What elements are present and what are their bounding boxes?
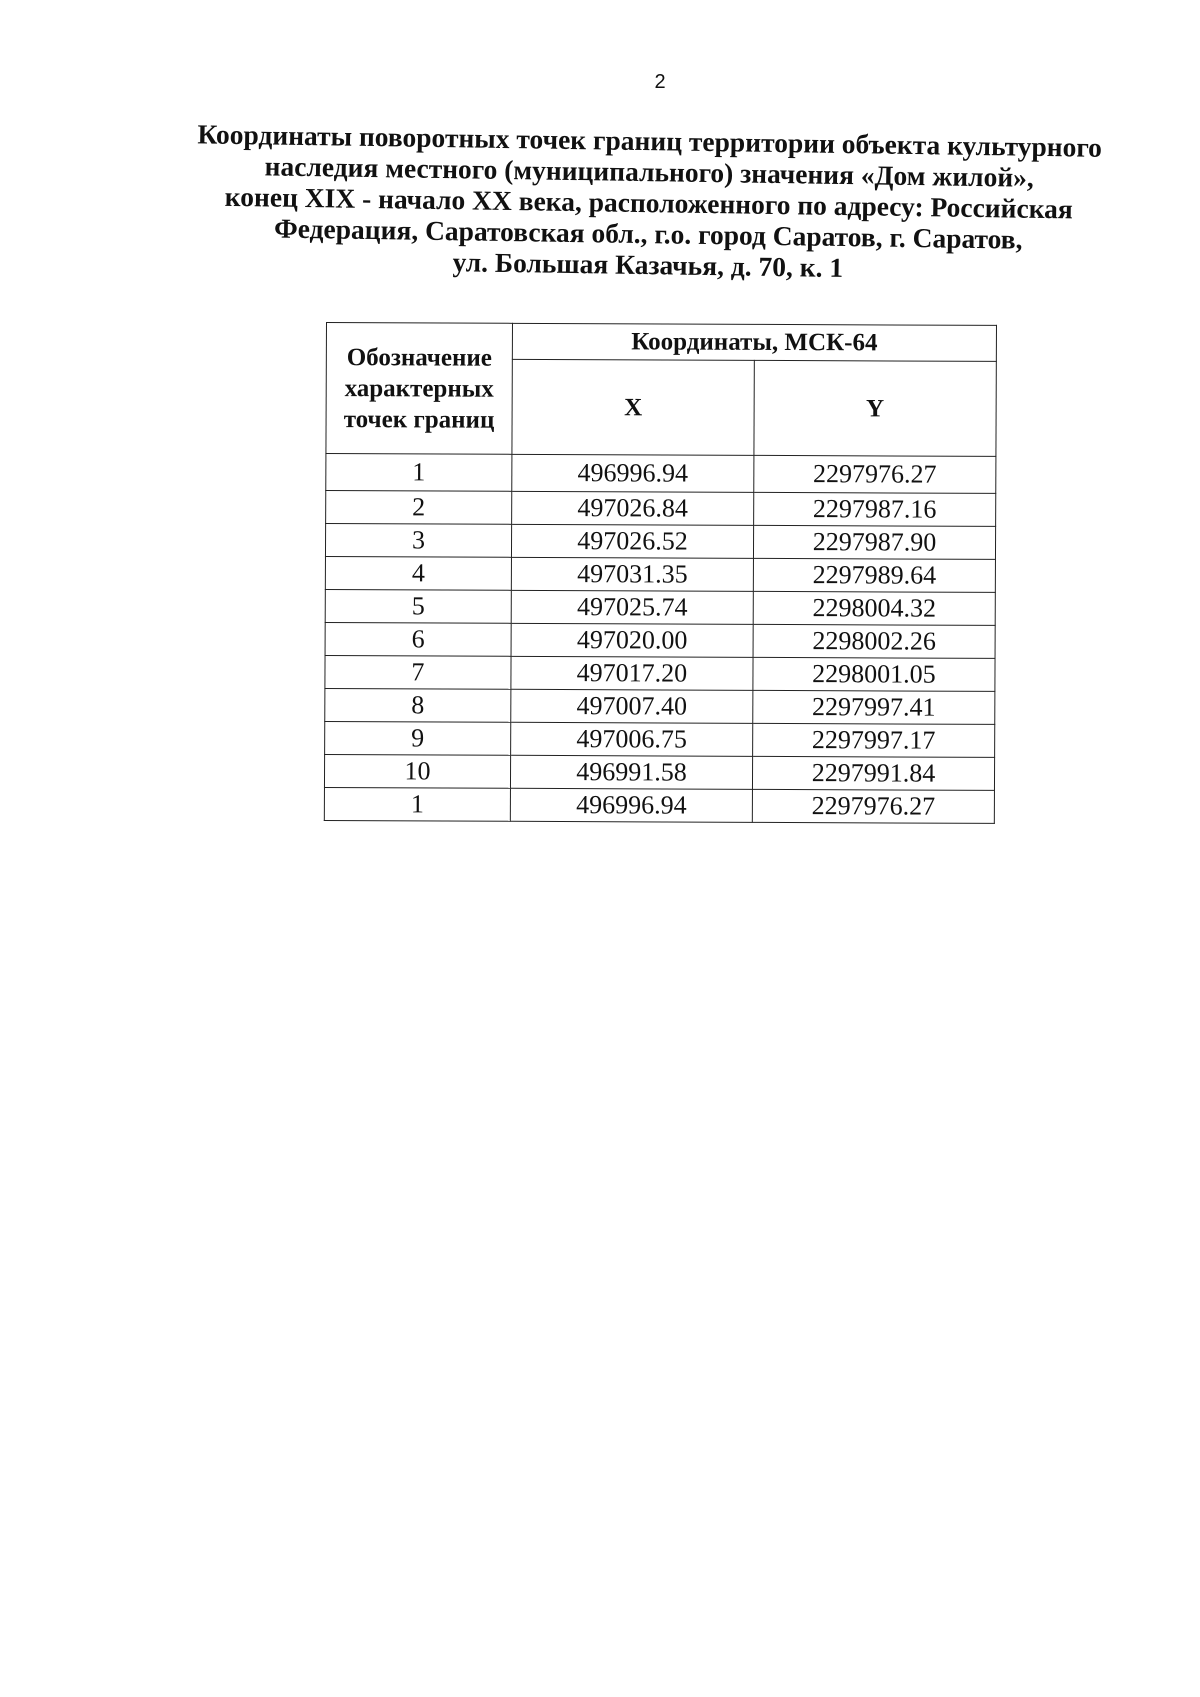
title-line: Координаты поворотных точек границ территории объекта культурного: [197, 118, 1103, 163]
y-cell: 2297987.16: [754, 492, 996, 526]
point-cell: 5: [325, 589, 511, 623]
y-cell: 2297976.27: [752, 789, 994, 823]
title-line: ул. Большая Казачья, д. 70, к. 1: [452, 246, 844, 283]
y-column-header: Y: [754, 360, 996, 456]
x-cell: 496996.94: [510, 788, 752, 822]
table-row: [325, 589, 995, 625]
point-cell: 7: [325, 655, 511, 689]
table-row: [326, 491, 996, 527]
point-cell: 9: [325, 721, 511, 755]
point-cell: 10: [324, 754, 510, 788]
x-cell: 497017.20: [511, 656, 753, 690]
x-cell: 497025.74: [511, 590, 753, 624]
y-cell: 2298004.32: [753, 591, 995, 625]
y-cell: 2298002.26: [753, 624, 995, 658]
y-cell: 2297976.27: [754, 455, 996, 493]
point-cell: 4: [325, 556, 511, 590]
title-line: Федерация, Саратовская обл., г.о. город Саратов, г. Саратов,: [273, 212, 1023, 255]
x-cell: 496996.94: [512, 454, 754, 492]
x-cell: 497020.00: [511, 623, 753, 657]
table-row: [326, 454, 996, 494]
x-cell: 497006.75: [511, 722, 753, 756]
table-row: [324, 787, 994, 823]
x-column-header: X: [512, 359, 754, 455]
y-cell: 2297989.64: [753, 558, 995, 592]
table-row: [325, 524, 995, 560]
page-number: 2: [654, 71, 666, 93]
y-cell: 2297987.90: [753, 525, 995, 559]
table-row: [325, 688, 995, 724]
coordinates-system-header: Координаты, МСК-64: [512, 323, 996, 361]
title-line: наследия местного (муниципального) значения «Дом жилой»,: [264, 150, 1035, 193]
title-line: конец XIX - начало XX века, расположенного по адресу: Российская: [224, 180, 1073, 225]
point-cell: 3: [325, 524, 511, 558]
point-designation-header: Обозначение характерных точек границ: [326, 323, 513, 455]
y-cell: 2297997.17: [753, 723, 995, 757]
table-header-row: [326, 323, 996, 362]
x-cell: 497026.52: [511, 524, 753, 558]
table-row: [325, 622, 995, 658]
point-cell: 1: [326, 454, 512, 492]
y-cell: 2297991.84: [752, 756, 994, 790]
table-row: [325, 655, 995, 691]
x-cell: 496991.58: [510, 755, 752, 789]
table-body: [324, 454, 996, 824]
x-cell: 497007.40: [511, 689, 753, 723]
coordinates-table-container: [324, 322, 997, 824]
point-cell: 1: [324, 787, 510, 821]
point-cell: 6: [325, 622, 511, 656]
y-cell: 2298001.05: [753, 657, 995, 691]
x-cell: 497031.35: [511, 557, 753, 591]
table-row: [324, 754, 994, 790]
table-row: [325, 556, 995, 592]
point-cell: 8: [325, 688, 511, 722]
point-cell: 2: [326, 491, 512, 525]
document-title: [168, 118, 1130, 287]
x-cell: 497026.84: [512, 491, 754, 525]
table-row: [325, 721, 995, 757]
y-cell: 2297997.41: [753, 690, 995, 724]
coordinates-table: [324, 322, 997, 824]
